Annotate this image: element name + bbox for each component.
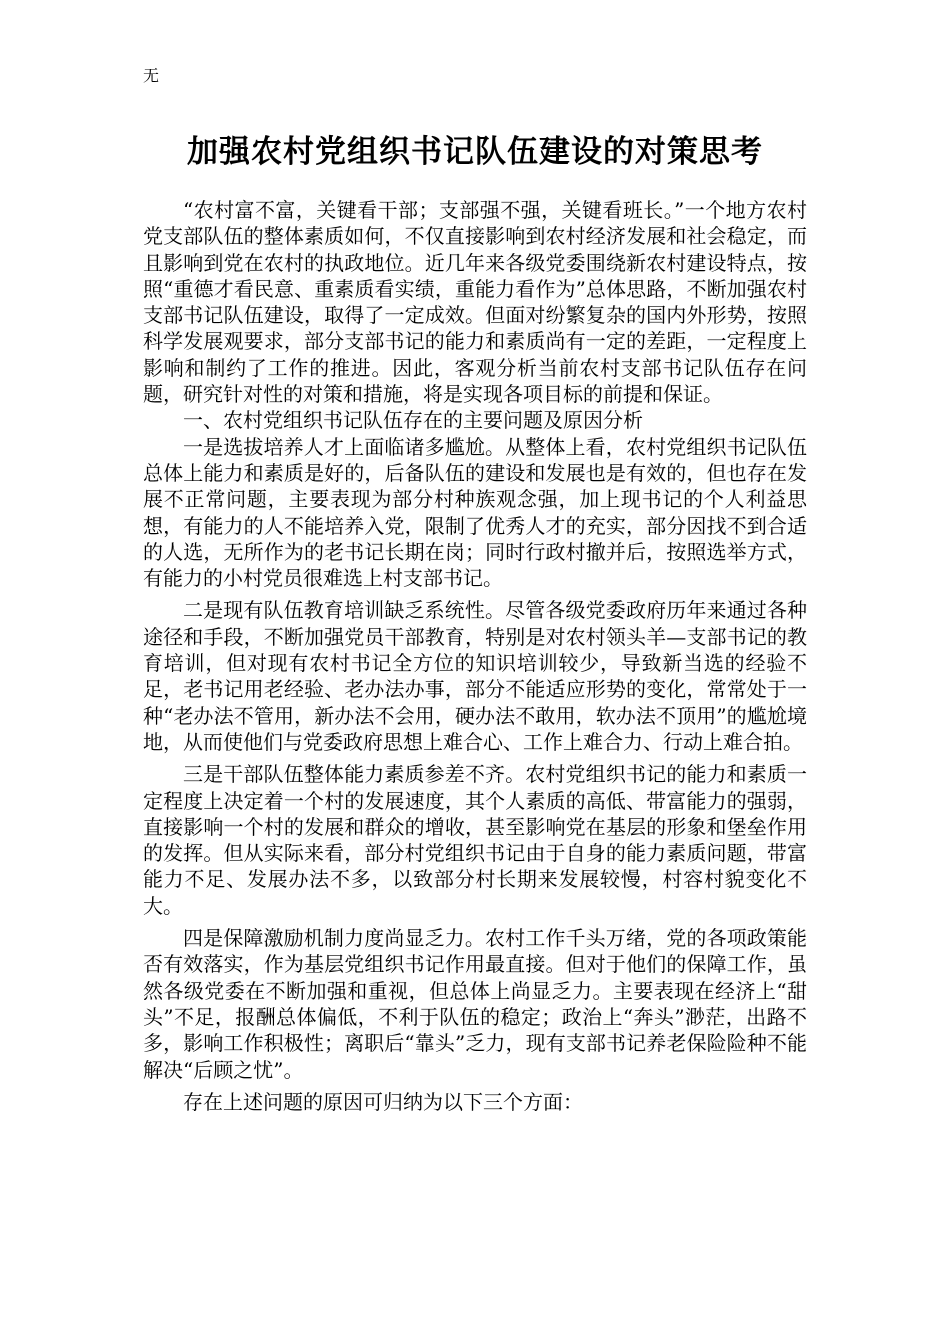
point-paragraph-3 (143, 761, 807, 919)
point-text: 从整体上看，农村党组织书记队伍总体上能力和素质是好的，后备队伍的建设和发展也是有效的，但也存在发展不正常问题，主要表现为部分村种族观念强，加上现书记的个人利益思想，有能力的人不能培养入党，限制了优秀人才的充实，部分因找不到合适的人选，无所作为的老书记长期在岗；同时行政村撤并后，按照选举方式，有能力的小村党员很难选上村支部书记。 (143, 434, 808, 591)
point-text: 尽管各级党委政府历年来通过各种途径和手段，不断加强党员干部教育，特别是对农村领头羊—支部书记的教育培训，但对现有农村书记全方位的知识培训较少，导致新当选的经验不足，老书记用老经验、老办法办事，部分不能适应形势的变化，常常处于一种“老办法不管用，新办法不会用，硬办法不敢用，软办法不顶用”的尴尬境地，从而使他们与党委政府思想上难合心、工作上难合力、行动上难合拍。 (143, 598, 808, 754)
point-paragraph-1 (143, 434, 807, 592)
header-mark: 无 (143, 66, 160, 85)
point-text: 农村党组织书记的能力和素质一定程度上决定着一个村的发展速度，其个人素质的高低、带富能力的强弱，直接影响一个村的发展和群众的增收，甚至影响党在基层的形象和堡垒作用的发挥。但从实际来看，部分村党组织书记由于自身的能力素质问题，带富能力不足、发展办法不多，以致部分村长期来发展较慢，村容村貌变化不大。 (143, 762, 808, 918)
point-lead: 四是保障激励机制力度尚显乏力。 (183, 926, 485, 951)
point-lead: 三是干部队伍整体能力素质参差不齐。 (183, 762, 526, 787)
intro-paragraph: “农村富不富，关键看干部；支部强不强，关键看班长。”一个地方农村党支部队伍的整体素质如何，不仅直接影响到农村经济发展和社会稳定，而且影响到党在农村的执政地位。近几年来各级党委围绕新农村建设特点，按照“重德才看民意、重素质看实绩，重能力看作为”总体思路，不断加强农村支部书记队伍建设，取得了一定成效。但面对纷繁复杂的国内外形势，按照科学发展观要求，部分支部书记的能力和素质尚有一定的差距，一定程度上影响和制约了工作的推进。因此，客观分析当前农村支部书记队伍存在问题，研究针对性的对策和措施，将是实现各项目标的前提和保证。 (143, 198, 807, 407)
point-text: 农村工作千头万绪，党的各项政策能否有效落实，作为基层党组织书记作用最直接。但对于他们的保障工作，虽然各级党委在不断加强和重视，但总体上尚显乏力。主要表现在经济上“甜头”不足，报酬总体偏低，不利于队伍的稳定；政治上“奔头”渺茫，出路不多，影响工作积极性；离职后“靠头”乏力，现有支部书记养老保险险种不能解决“后顾之忧”。 (143, 926, 807, 1082)
section-heading-1: 一、农村党组织书记队伍存在的主要问题及原因分析 (183, 408, 643, 433)
point-paragraph-2 (143, 597, 807, 755)
point-lead: 二是现有队伍教育培训缺乏系统性。 (183, 598, 506, 623)
point-paragraph-4 (143, 925, 807, 1083)
document-title: 加强农村党组织书记队伍建设的对策思考 (187, 134, 763, 170)
point-lead: 一是选拔培养人才上面临诸多尴尬。 (183, 434, 506, 459)
document-body (143, 197, 807, 1115)
causes-intro: 存在上述问题的原因可归纳为以下三个方面： (183, 1089, 583, 1114)
